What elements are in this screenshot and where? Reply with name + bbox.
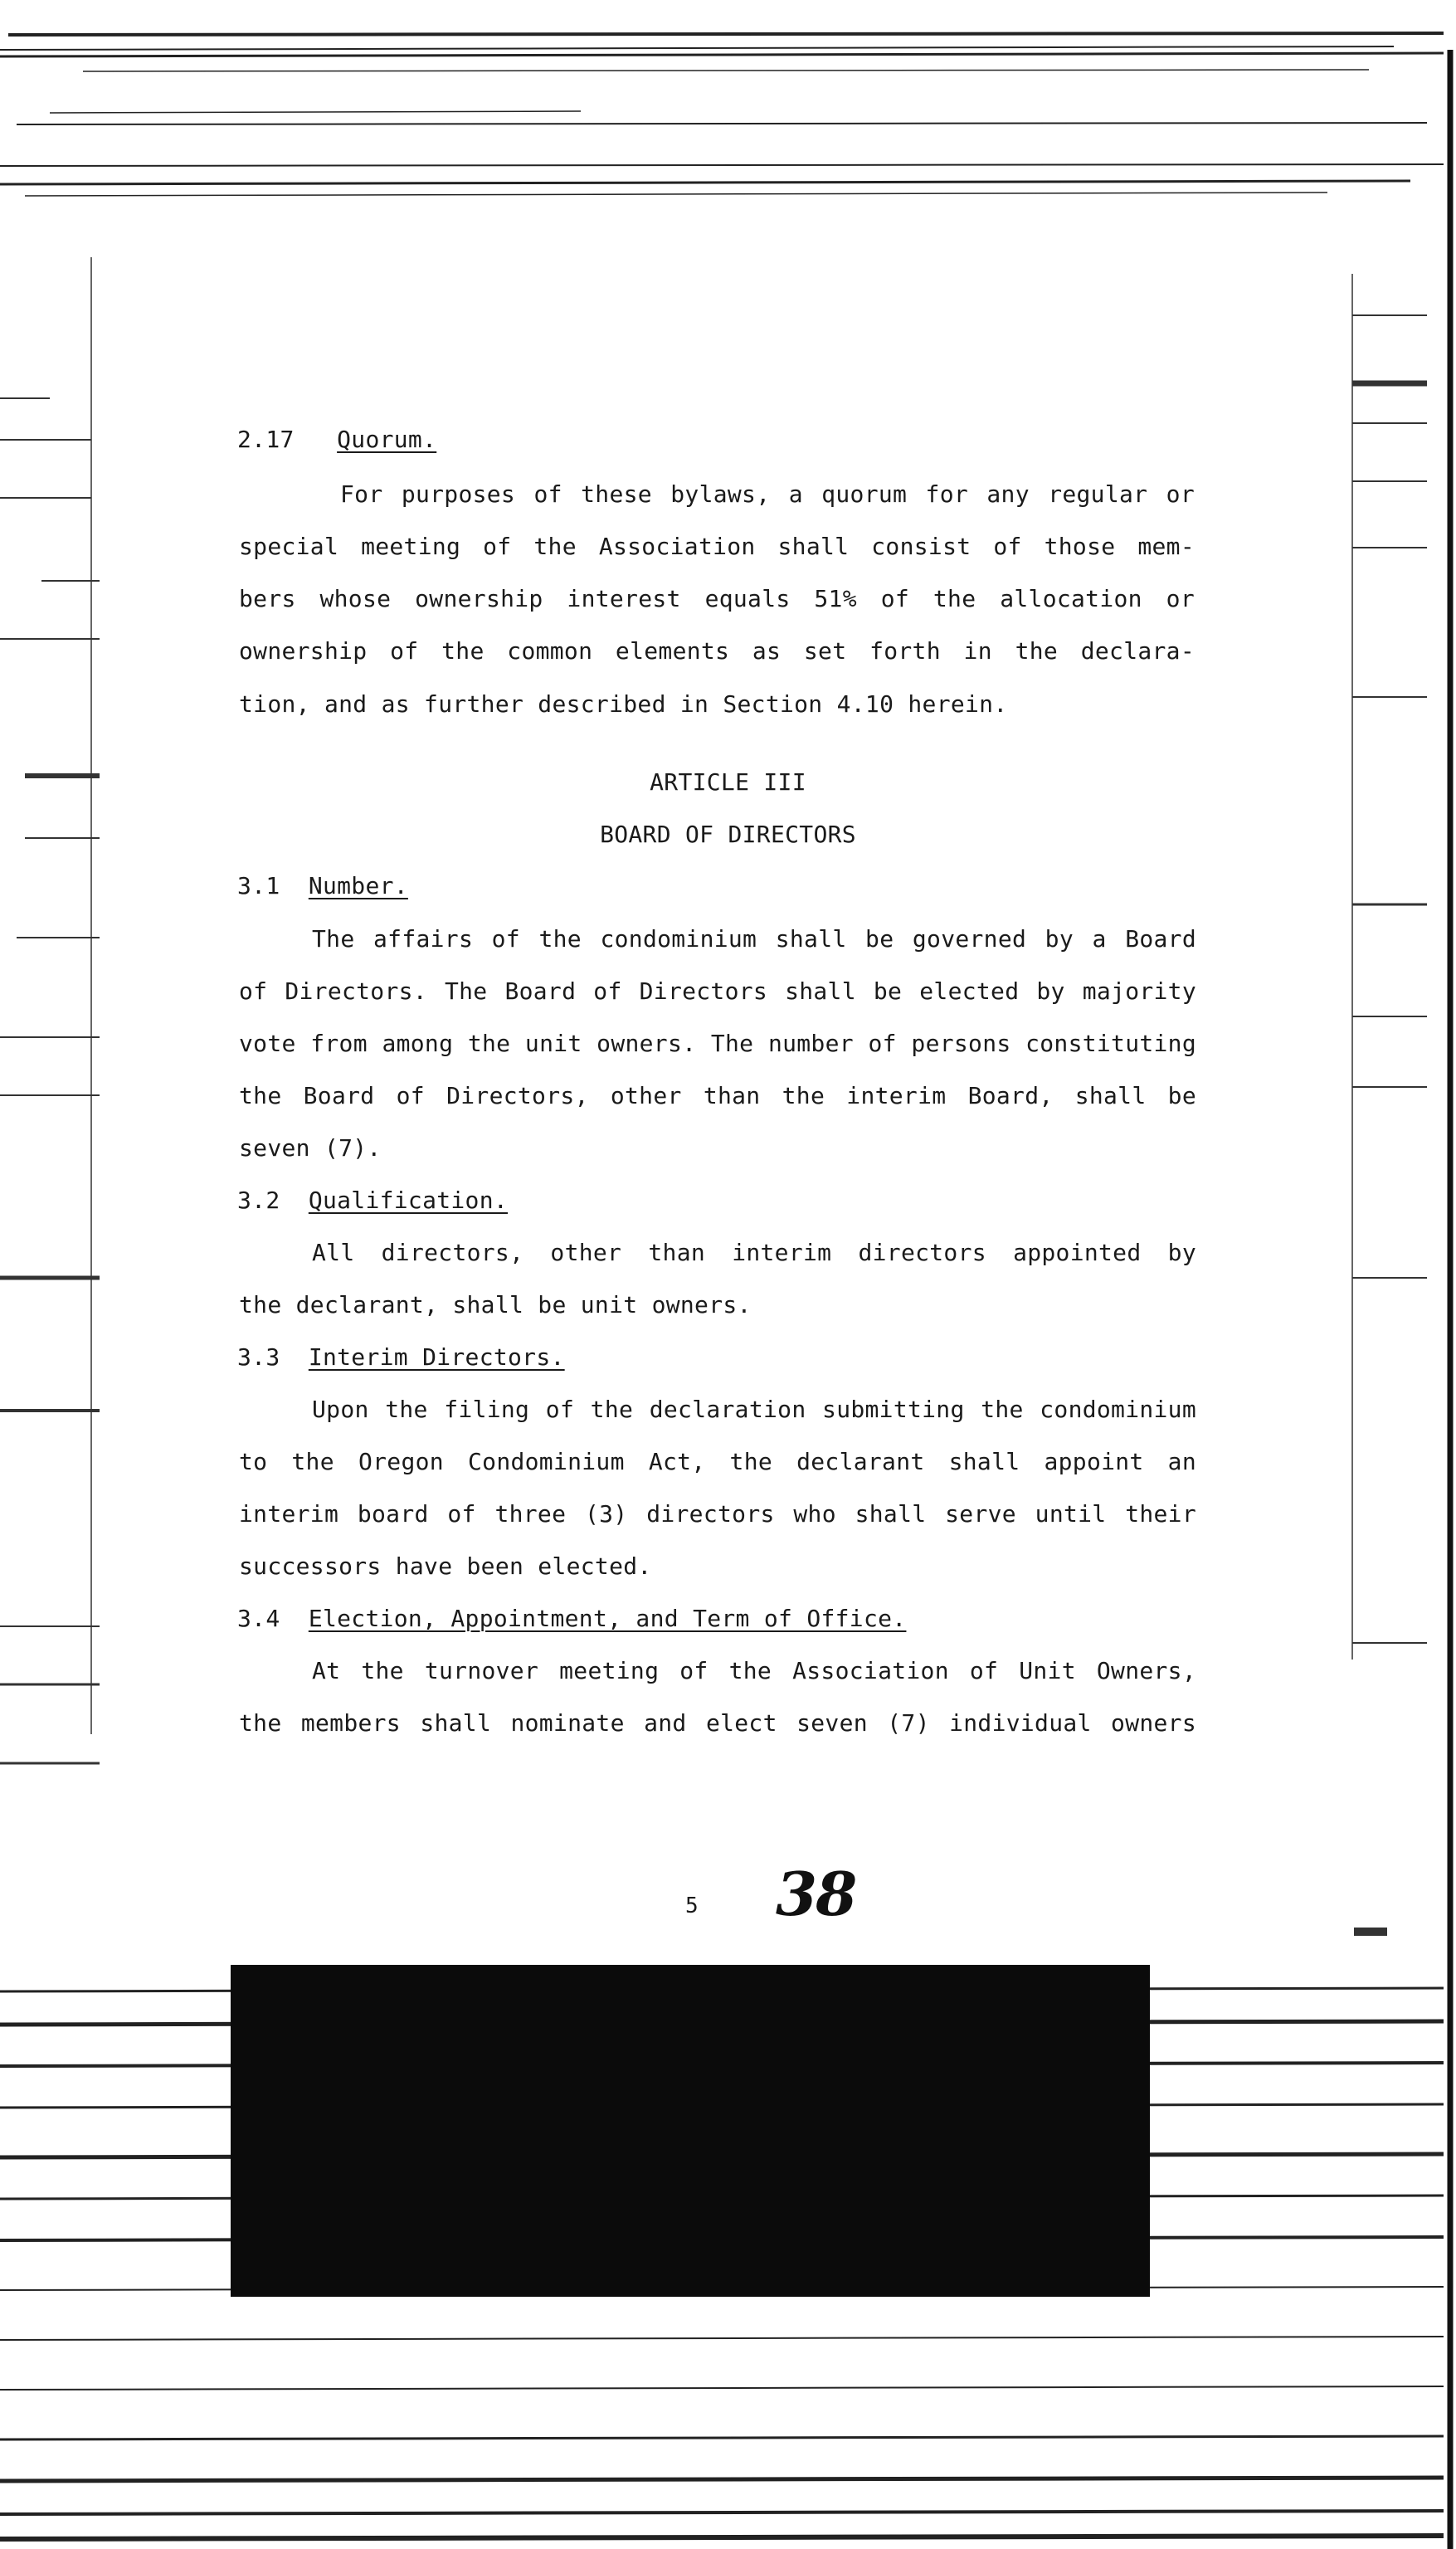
paragraph-line: vote from among the unit owners. The number of persons constituting bbox=[239, 1030, 1196, 1057]
section-title: Qualification. bbox=[308, 1187, 509, 1214]
section-number: 3.4 bbox=[237, 1605, 280, 1632]
paragraph-line: At the turnover meeting of the Association of Unit Owners, bbox=[312, 1657, 1196, 1684]
article-title: ARTICLE III bbox=[650, 768, 806, 796]
top-scan-streaks bbox=[0, 33, 1444, 196]
paragraph-line: interim board of three (3) directors who shall serve until their bbox=[239, 1500, 1196, 1528]
article-subtitle: BOARD OF DIRECTORS bbox=[600, 821, 856, 848]
handwritten-page-number: 38 bbox=[776, 1859, 856, 1929]
section-number: 3.1 bbox=[237, 872, 280, 899]
section-number: 3.3 bbox=[237, 1343, 280, 1371]
paragraph-line: of Directors. The Board of Directors shall be elected by majority bbox=[239, 977, 1196, 1005]
section-3-4-heading bbox=[237, 1606, 906, 1632]
scan-dark-block bbox=[231, 1965, 1150, 2297]
section-title: Quorum. bbox=[337, 426, 437, 453]
paragraph-line: All directors, other than interim directors appointed by bbox=[312, 1239, 1196, 1266]
paragraph-line: seven (7). bbox=[239, 1134, 382, 1162]
section-3-1-heading bbox=[237, 873, 408, 899]
section-number: 2.17 bbox=[237, 426, 295, 453]
section-number: 3.2 bbox=[237, 1187, 280, 1214]
paragraph-line: successors have been elected. bbox=[239, 1552, 652, 1580]
section-2-17-heading bbox=[237, 426, 436, 453]
right-margin-marks bbox=[1352, 274, 1427, 1932]
section-3-3-heading bbox=[237, 1344, 565, 1371]
section-3-2-heading bbox=[237, 1187, 508, 1214]
paragraph-line: bers whose ownership interest equals 51% of the allocation or bbox=[239, 585, 1195, 612]
paragraph-line: For purposes of these bylaws, a quorum for any regular or bbox=[340, 480, 1195, 508]
left-margin-marks bbox=[0, 257, 100, 1763]
paragraph-line: Upon the filing of the declaration submitting the condominium bbox=[312, 1396, 1196, 1423]
paragraph-line: special meeting of the Association shall consist of those mem- bbox=[239, 533, 1195, 560]
paragraph-line: tion, and as further described in Section 4.10 herein. bbox=[239, 690, 1008, 718]
paragraph-line: The affairs of the condominium shall be governed by a Board bbox=[312, 925, 1196, 953]
paragraph-line: the members shall nominate and elect seven (7) individual owners bbox=[239, 1709, 1196, 1737]
paragraph-line: to the Oregon Condominium Act, the declarant shall appoint an bbox=[239, 1448, 1196, 1475]
paragraph-line: the Board of Directors, other than the interim Board, shall be bbox=[239, 1082, 1196, 1109]
paragraph-line: the declarant, shall be unit owners. bbox=[239, 1291, 752, 1318]
section-title: Election, Appointment, and Term of Office. bbox=[308, 1605, 907, 1632]
paragraph-line: ownership of the common elements as set forth in the declara- bbox=[239, 637, 1195, 665]
section-title: Interim Directors. bbox=[308, 1343, 565, 1371]
page-number: 5 bbox=[685, 1893, 699, 1918]
section-title: Number. bbox=[308, 872, 408, 899]
